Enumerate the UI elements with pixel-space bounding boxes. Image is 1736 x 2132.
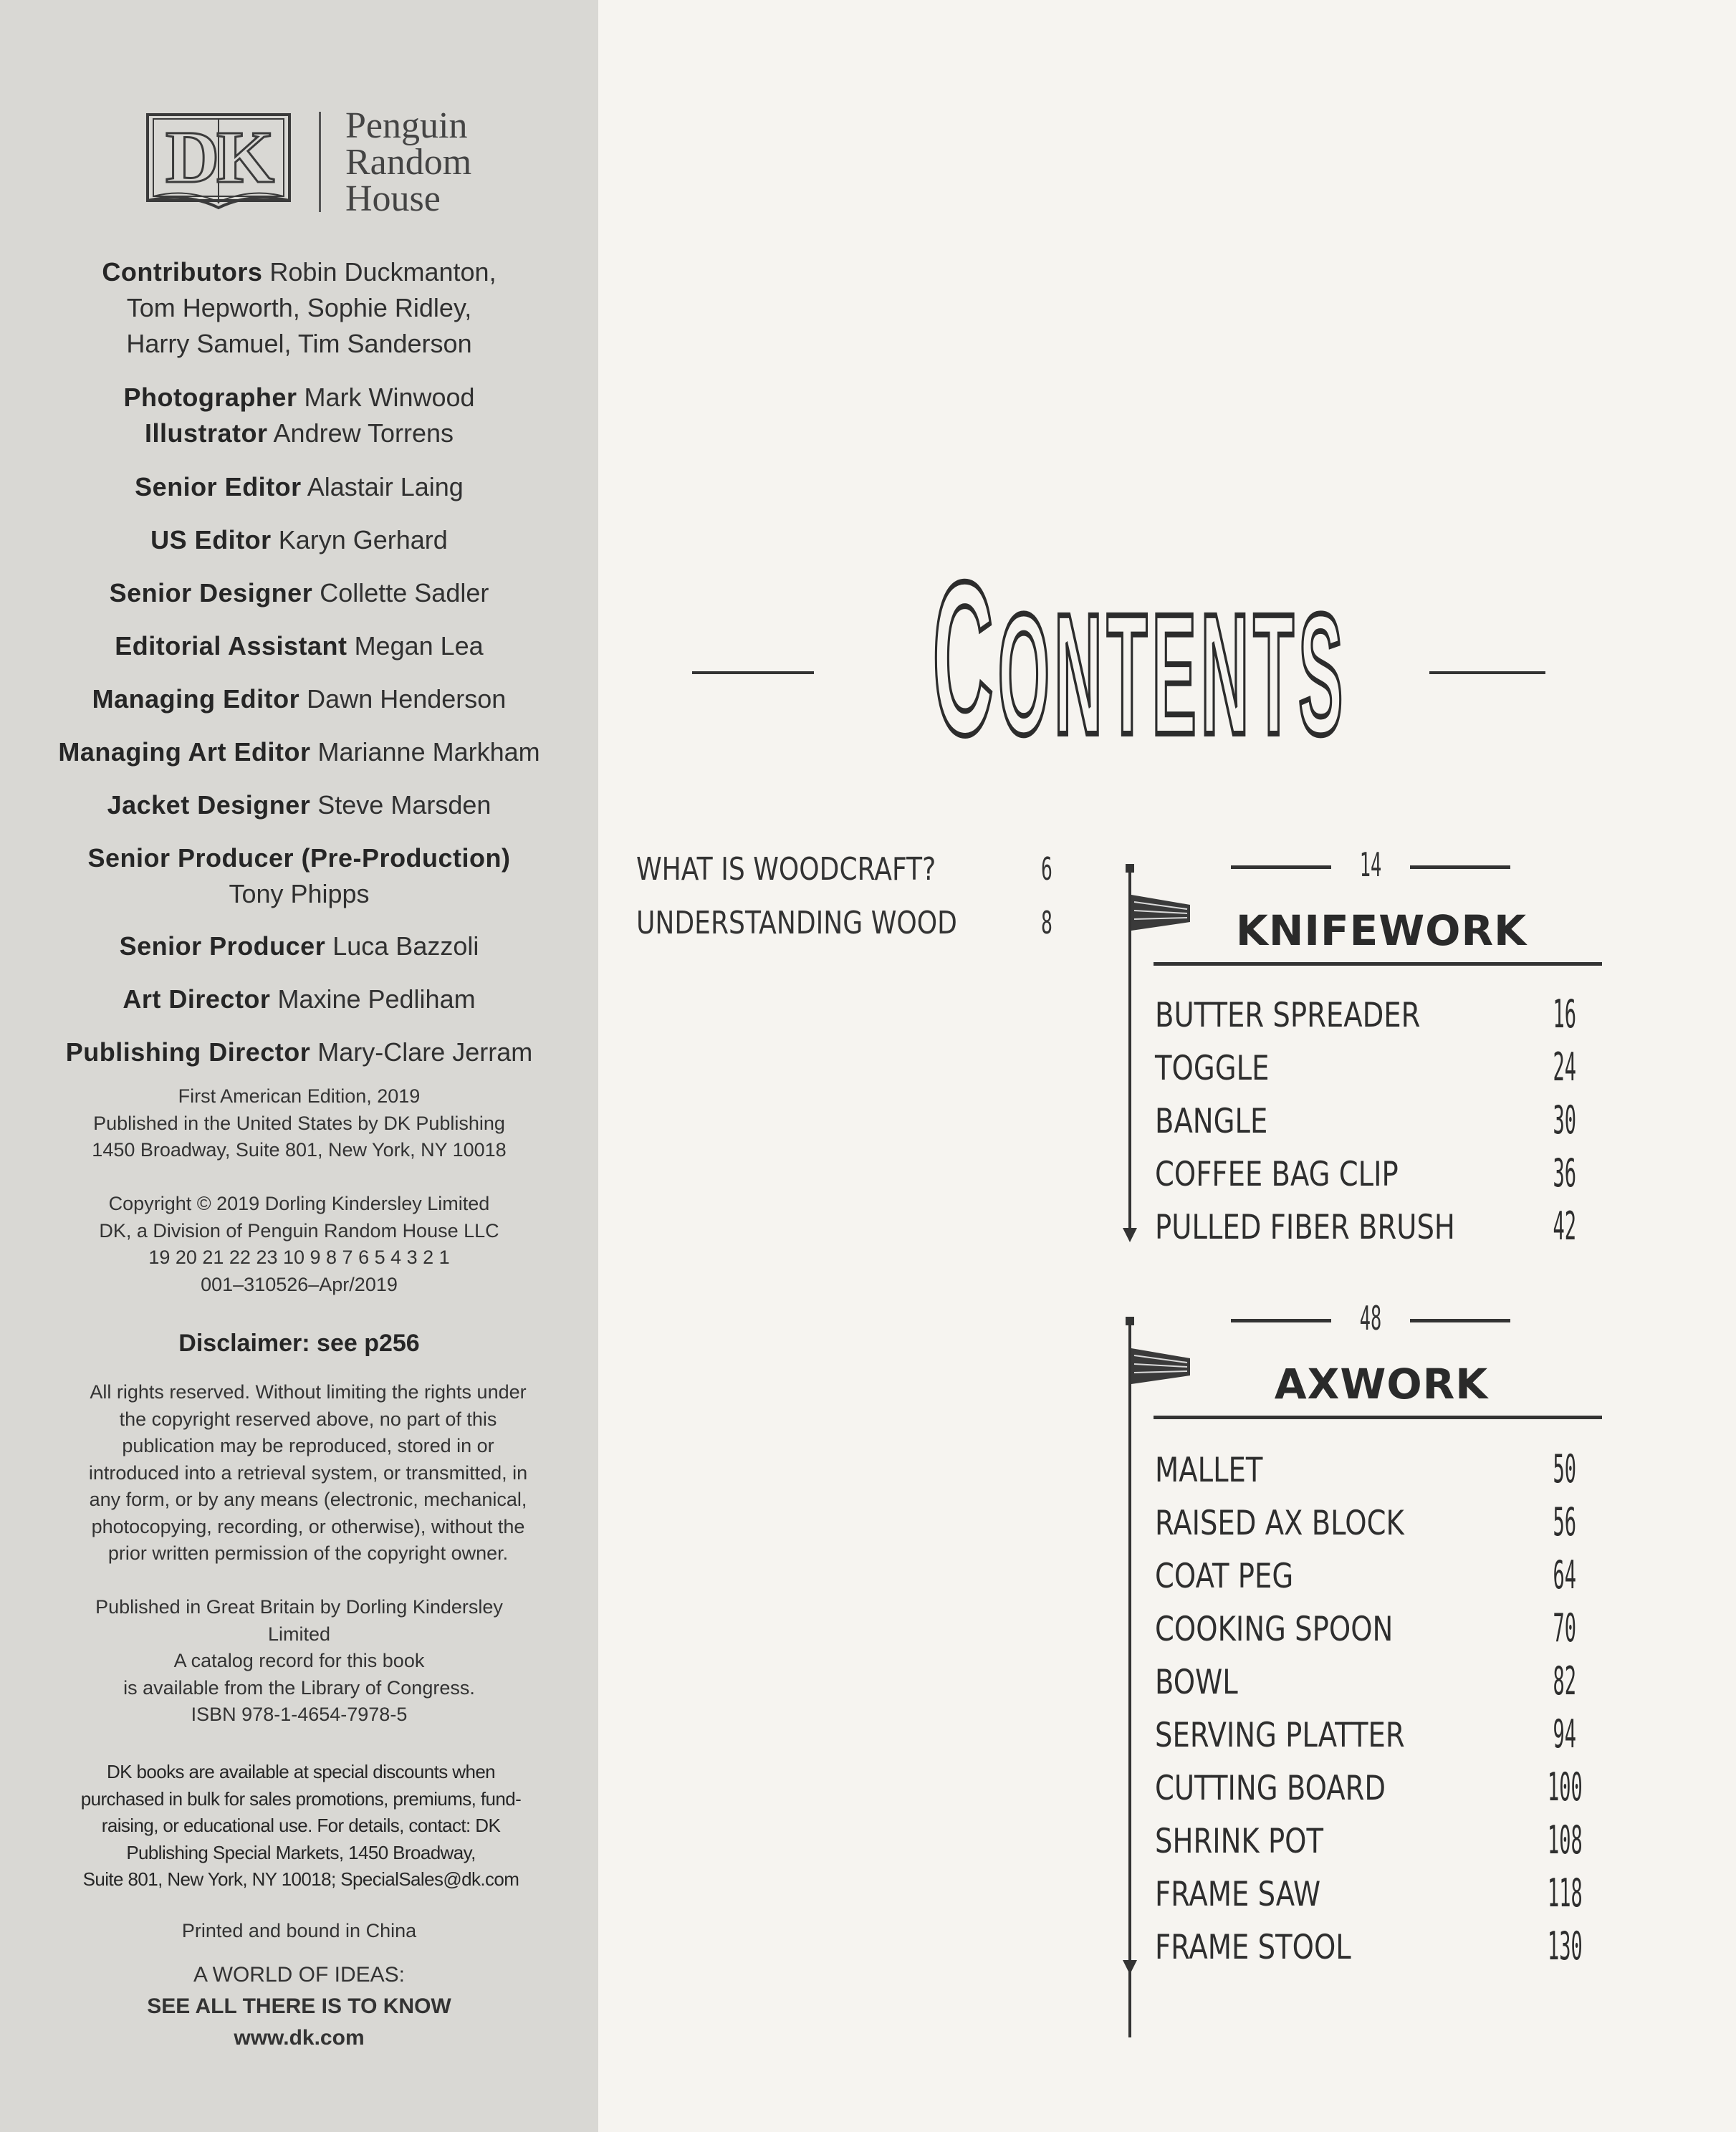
toc-entry[interactable]: MALLET [1155, 1451, 1263, 1490]
arrow-down-icon [1123, 1228, 1137, 1242]
toc-page-number: 16 [1553, 991, 1576, 1037]
credit-value: Collette Sadler [320, 578, 489, 608]
dk-book-logo-icon [143, 112, 294, 212]
prh-line: House [345, 178, 441, 219]
section-number-rule [1231, 865, 1331, 869]
toc-page-number: 70 [1553, 1605, 1576, 1651]
contents-title-cap: C [932, 537, 998, 781]
credit-label: Contributors [102, 257, 263, 287]
toc-entry[interactable]: COFFEE BAG CLIP [1155, 1155, 1399, 1194]
rights-notice [61, 1379, 555, 1567]
toc-entry-understanding-wood[interactable]: UNDERSTANDING WOOD [636, 905, 957, 941]
toc-entry[interactable]: COAT PEG [1155, 1557, 1294, 1596]
section-number: 48 [1359, 1299, 1382, 1338]
credit-label: Editorial Assistant [115, 631, 347, 661]
toc-entry-what-is-woodcraft[interactable]: WHAT IS WOODCRAFT? [636, 851, 936, 888]
disclaimer: Disclaimer: see p256 [178, 1330, 420, 1357]
toc-page-number: 8 [1041, 905, 1052, 941]
credit-value: Maxine Pedliham [277, 984, 476, 1014]
contents-title-rest: ONTENTS [997, 577, 1348, 771]
toc-entry[interactable]: BANGLE [1155, 1102, 1268, 1141]
credit-illustrator [0, 416, 598, 451]
toc-entry[interactable]: PULLED FIBER BRUSH [1155, 1208, 1455, 1247]
gb-line: A catalog record for this book [173, 1650, 425, 1671]
dk-tagline [0, 1959, 598, 2054]
credit-label: Senior Editor [135, 472, 302, 501]
credit-value: Tom Hepworth, Sophie Ridley, [126, 293, 472, 322]
copyright-line: 001–310526–Apr/2019 [201, 1273, 398, 1295]
credit-value: Harry Samuel, Tim Sanderson [126, 329, 472, 358]
dk-logo-text: DK [166, 116, 272, 198]
toc-page-number: 50 [1553, 1446, 1576, 1492]
edition-info [0, 1083, 598, 1164]
toc-entry[interactable]: SERVING PLATTER [1155, 1716, 1405, 1755]
credit-label: Managing Editor [92, 684, 300, 714]
contents-title [932, 499, 1348, 820]
special-sales-line: Publishing Special Markets, 1450 Broadway, [126, 1841, 476, 1863]
toc-entry[interactable]: TOGGLE [1155, 1049, 1270, 1088]
copyright-line: Copyright © 2019 Dorling Kindersley Limited [108, 1193, 490, 1214]
gb-line: ISBN 978-1-4654-7978-5 [191, 1704, 408, 1725]
credit-value: Andrew Torrens [273, 418, 454, 448]
credit-value: Mary-Clare Jerram [317, 1037, 533, 1067]
credit-value: Tony Phipps [229, 879, 370, 908]
toc-entry[interactable]: BUTTER SPREADER [1155, 996, 1421, 1035]
rights-line: introduced into a retrieval system, or transmitted, in [88, 1461, 528, 1484]
toc-page-number: 6 [1041, 851, 1052, 888]
credit-value: Mark Winwood [304, 383, 475, 412]
toc-entry[interactable]: BOWL [1155, 1663, 1238, 1702]
credit-editorial-assistant [0, 628, 598, 664]
special-sales-line: raising, or educational use. For details, contact: DK [101, 1815, 501, 1836]
credit-value: Megan Lea [354, 631, 484, 661]
title-rule-right [1429, 671, 1545, 674]
toc-entry[interactable]: CUTTING BOARD [1155, 1769, 1386, 1808]
rights-line: All rights reserved. Without limiting the rights under [90, 1381, 527, 1403]
credit-managing-art-editor [0, 734, 598, 770]
section-title-axwork[interactable]: AXWORK [1274, 1360, 1489, 1408]
toc-page-number: 42 [1553, 1204, 1576, 1249]
credit-art-director [0, 981, 598, 1017]
section-number: 14 [1359, 845, 1382, 884]
toc-page-number: 82 [1553, 1658, 1576, 1704]
credit-label: Managing Art Editor [58, 737, 311, 767]
credit-value: Luca Bazzoli [332, 931, 479, 961]
credit-value: Steve Marsden [317, 790, 491, 820]
toc-entry[interactable]: COOKING SPOON [1155, 1610, 1394, 1649]
credit-label: Senior Producer [119, 931, 326, 961]
special-sales-line: DK books are available at special discounts when [106, 1761, 496, 1782]
credit-label: Publishing Director [65, 1037, 311, 1067]
credit-senior-editor [0, 469, 598, 505]
credit-label: Senior Designer [109, 578, 313, 608]
special-sales-line: purchased in bulk for sales promotions, premiums, fund- [80, 1787, 522, 1810]
gb-line: is available from the Library of Congress. [123, 1676, 475, 1699]
tagline-line: SEE ALL THERE IS TO KNOW [147, 1994, 451, 2018]
credit-publishing-director [0, 1034, 598, 1070]
rights-line: any form, or by any means (electronic, mechanical, [89, 1489, 527, 1510]
credit-senior-producer [0, 928, 598, 964]
toc-page-number: 94 [1553, 1711, 1576, 1757]
printed-in: Printed and bound in China [181, 1920, 417, 1941]
credit-value: Robin Duckmanton, [269, 257, 497, 287]
credit-jacket-designer [0, 787, 598, 823]
rights-line: photocopying, recording, or otherwise), without the [91, 1515, 525, 1537]
toc-page-number: 108 [1548, 1818, 1583, 1863]
gb-line: Limited [267, 1623, 331, 1645]
section-underline [1154, 962, 1602, 966]
credit-us-editor [0, 522, 598, 558]
section-title-knifework[interactable]: KNIFEWORK [1235, 906, 1528, 955]
toc-page-number: 118 [1548, 1871, 1583, 1916]
toc-entry[interactable]: SHRINK POT [1155, 1822, 1324, 1861]
axwork-spine [1128, 1321, 1131, 2037]
dk-website: www.dk.com [234, 2026, 365, 2050]
credit-label: Art Director [123, 984, 271, 1014]
toc-page-number: 130 [1548, 1924, 1583, 1969]
section-underline [1154, 1416, 1602, 1419]
colophon-column [0, 0, 598, 2132]
credit-label: US Editor [150, 525, 272, 554]
logo-divider [319, 112, 321, 212]
edition-line: First American Edition, 2019 [178, 1085, 421, 1107]
toc-page-number: 100 [1548, 1764, 1583, 1810]
prh-line: Random [345, 142, 472, 183]
credit-senior-producer-pre [0, 840, 598, 912]
toc-page-number: 24 [1553, 1045, 1576, 1090]
edition-line: 1450 Broadway, Suite 801, New York, NY 10018 [92, 1139, 507, 1161]
credit-label: Senior Producer (Pre-Production) [87, 843, 511, 873]
rights-line: the copyright reserved above, no part of this [119, 1408, 497, 1430]
credit-value: Dawn Henderson [307, 684, 507, 714]
credit-photographer [0, 380, 598, 416]
special-sales-notice [72, 1759, 530, 1893]
prh-line: Penguin [345, 105, 468, 146]
copyright-info [0, 1191, 598, 1298]
flag-icon [1131, 893, 1190, 932]
toc-entry[interactable]: RAISED AX BLOCK [1155, 1504, 1404, 1543]
credit-value: Marianne Markham [317, 737, 540, 767]
credit-managing-editor [0, 681, 598, 717]
edition-line: Published in the United States by DK Publishing [93, 1112, 505, 1134]
title-rule-left [692, 671, 814, 674]
copyright-line: 19 20 21 22 23 10 9 8 7 6 5 4 3 2 1 [148, 1247, 450, 1268]
publisher-logo [143, 105, 516, 219]
rights-line: prior written permission of the copyright owner. [107, 1542, 509, 1564]
credit-value: Karyn Gerhard [278, 525, 448, 554]
credit-label: Photographer [123, 383, 297, 412]
toc-entry[interactable]: FRAME SAW [1155, 1875, 1321, 1914]
toc-page-number: 36 [1553, 1151, 1576, 1196]
penguin-random-house-wordmark [345, 107, 471, 217]
copyright-line: DK, a Division of Penguin Random House LLC [99, 1219, 499, 1242]
arrow-down-icon [1123, 1960, 1137, 1974]
gb-line: Published in Great Britain by Dorling Kindersley [95, 1596, 503, 1618]
toc-page-number: 64 [1553, 1552, 1576, 1598]
credit-label: Jacket Designer [107, 790, 311, 820]
section-number-rule [1231, 1319, 1331, 1322]
special-sales-line: Suite 801, New York, NY 10018; SpecialSales@dk.com [82, 1868, 519, 1890]
credit-senior-designer [0, 575, 598, 611]
gb-publication-info [0, 1594, 598, 1729]
section-number-rule [1410, 1319, 1510, 1322]
toc-page-number: 30 [1553, 1098, 1576, 1143]
toc-entry[interactable]: FRAME STOOL [1155, 1928, 1351, 1967]
tagline-line: A WORLD OF IDEAS: [193, 1963, 406, 1987]
toc-page-number: 56 [1553, 1499, 1576, 1545]
credit-label: Illustrator [144, 418, 268, 448]
credit-value: Alastair Laing [307, 472, 464, 501]
rights-line: publication may be reproduced, stored in or [122, 1435, 494, 1456]
section-number-rule [1410, 865, 1510, 869]
credit-contributors [0, 254, 598, 362]
flag-icon [1131, 1347, 1190, 1386]
